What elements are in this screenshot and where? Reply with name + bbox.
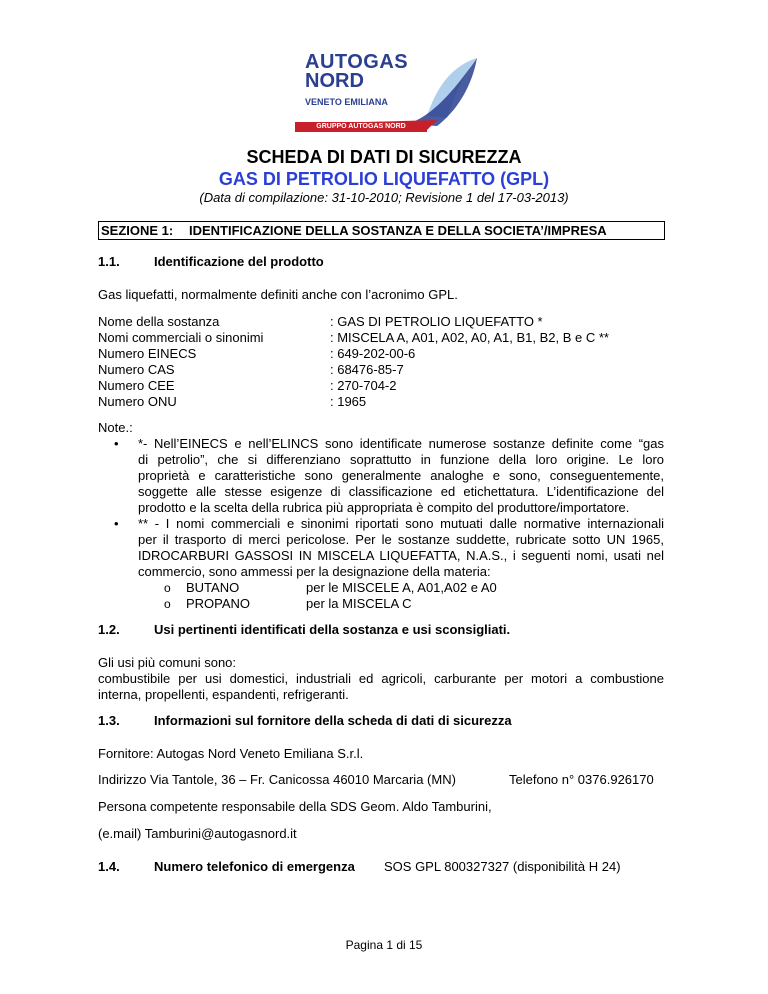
section-title: IDENTIFICAZIONE DELLA SOSTANZA E DELLA SOCIETA’/IMPRESA xyxy=(189,223,607,238)
circle-bullet-icon: o xyxy=(164,581,171,595)
circle-bullet-icon: o xyxy=(164,597,171,611)
supplier-address: Indirizzo Via Tantole, 36 – Fr. Canicossa 46010 Marcaria (MN) xyxy=(98,772,456,787)
row-label: Numero EINECS xyxy=(98,346,197,361)
sub-item-desc: per la MISCELA C xyxy=(306,596,412,611)
subsection-1-4-number: 1.4. xyxy=(98,859,120,874)
subsection-1-1-title: Identificazione del prodotto xyxy=(154,254,324,269)
logo-line-3: VENETO EMILIANA xyxy=(305,97,388,107)
note-1-line: *- Nell’EINECS e nell’ELINCS sono identificate numerose sostanze definite come “gas xyxy=(138,436,664,451)
subsection-1-2-title: Usi pertinenti identificati della sostanza e usi sconsigliati. xyxy=(154,622,511,637)
row-label: Numero CAS xyxy=(98,362,175,377)
page-number: Pagina 1 di 15 xyxy=(345,938,423,952)
bullet-icon: • xyxy=(114,516,119,531)
uses-line: interna, propellenti, espandenti, refrigeranti. xyxy=(98,687,349,702)
note-2-line: IDROCARBURI GASSOSI IN MISCELA LIQUEFATTA, N.A.S., i seguenti nomi, usati nel xyxy=(138,548,664,563)
compilation-date: (Data di compilazione: 31-10-2010; Revisione 1 del 17-03-2013) xyxy=(199,190,569,205)
supplier-name: Fornitore: Autogas Nord Veneto Emiliana S.r.l. xyxy=(98,746,364,761)
supplier-phone: Telefono n° 0376.926170 xyxy=(509,772,654,787)
sub-item-name: PROPANO xyxy=(186,596,251,611)
product-title: GAS DI PETROLIO LIQUEFATTO (GPL) xyxy=(218,169,550,189)
note-1-line: prodotto e la scelta della rubrica più appropriata è compito del produttore/importatore. xyxy=(138,500,630,515)
company-logo xyxy=(287,46,487,138)
note-2-line: commercio, sono ammessi per la designazione della materia: xyxy=(138,564,491,579)
intro-text: Gas liquefatti, normalmente definiti anche con l’acronimo GPL. xyxy=(98,287,458,302)
note-1-line: proprietà e caratteristiche sono generalmente analoghe e sono, conseguentemente, xyxy=(138,468,664,483)
row-value: : 68476-85-7 xyxy=(330,362,404,377)
uses-line: Gli usi più comuni sono: xyxy=(98,655,237,670)
note-1-line: di petrolio”, che si differenziano soprattutto in funzione della loro origine. Le loro xyxy=(138,452,664,467)
subsection-1-4-title: Numero telefonico di emergenza xyxy=(154,859,355,874)
subsection-1-3-title: Informazioni sul fornitore della scheda di dati di sicurezza xyxy=(154,713,512,728)
bullet-icon: • xyxy=(114,436,119,451)
sub-item-desc: per le MISCELE A, A01,A02 e A0 xyxy=(306,580,497,595)
logo-line-1: AUTOGAS xyxy=(305,51,409,73)
note-1-line: soggette alle stesse esigenze di classificazione ed etichettatura. L’identificazione del xyxy=(138,484,664,499)
row-label: Nome della sostanza xyxy=(98,314,220,329)
row-label: Numero ONU xyxy=(98,394,177,409)
subsection-1-1-number: 1.1. xyxy=(98,254,120,269)
row-value: : 270-704-2 xyxy=(330,378,397,393)
row-value: : GAS DI PETROLIO LIQUEFATTO * xyxy=(330,314,543,329)
section-1-header xyxy=(98,221,665,240)
uses-line: combustibile per usi domestici, industriali ed agricoli, carburante per motori a combustione xyxy=(98,671,664,686)
subsection-1-2-number: 1.2. xyxy=(98,622,120,637)
subsection-1-3-number: 1.3. xyxy=(98,713,120,728)
section-number: SEZIONE 1: xyxy=(101,223,174,238)
row-value: : 1965 xyxy=(330,394,367,409)
sub-item-name: BUTANO xyxy=(186,580,240,595)
row-value: : MISCELA A, A01, A02, A0, A1, B1, B2, B e C ** xyxy=(330,330,609,345)
note-2-line: per il trasporto di merci pericolose. Per le sostanze suddette, rubricate sotto UN 1965, xyxy=(138,532,664,547)
supplier-email: (e.mail) Tamburini@autogasnord.it xyxy=(98,826,297,841)
responsible-person: Persona competente responsabile della SDS Geom. Aldo Tamburini, xyxy=(98,799,492,814)
note-label: Note.: xyxy=(98,420,133,435)
logo-band: GRUPPO AUTOGAS NORD xyxy=(295,122,427,132)
logo-line-2: NORD xyxy=(305,70,364,92)
note-2-line: ** - I nomi commerciali e sinonimi riportati sono mutuati dalle normative internazionali xyxy=(138,516,664,531)
row-label: Numero CEE xyxy=(98,378,175,393)
emergency-number: SOS GPL 800327327 (disponibilità H 24) xyxy=(384,859,621,874)
row-value: : 649-202-00-6 xyxy=(330,346,416,361)
document-title: SCHEDA DI DATI DI SICUREZZA xyxy=(246,147,522,167)
row-label: Nomi commerciali o sinonimi xyxy=(98,330,264,345)
